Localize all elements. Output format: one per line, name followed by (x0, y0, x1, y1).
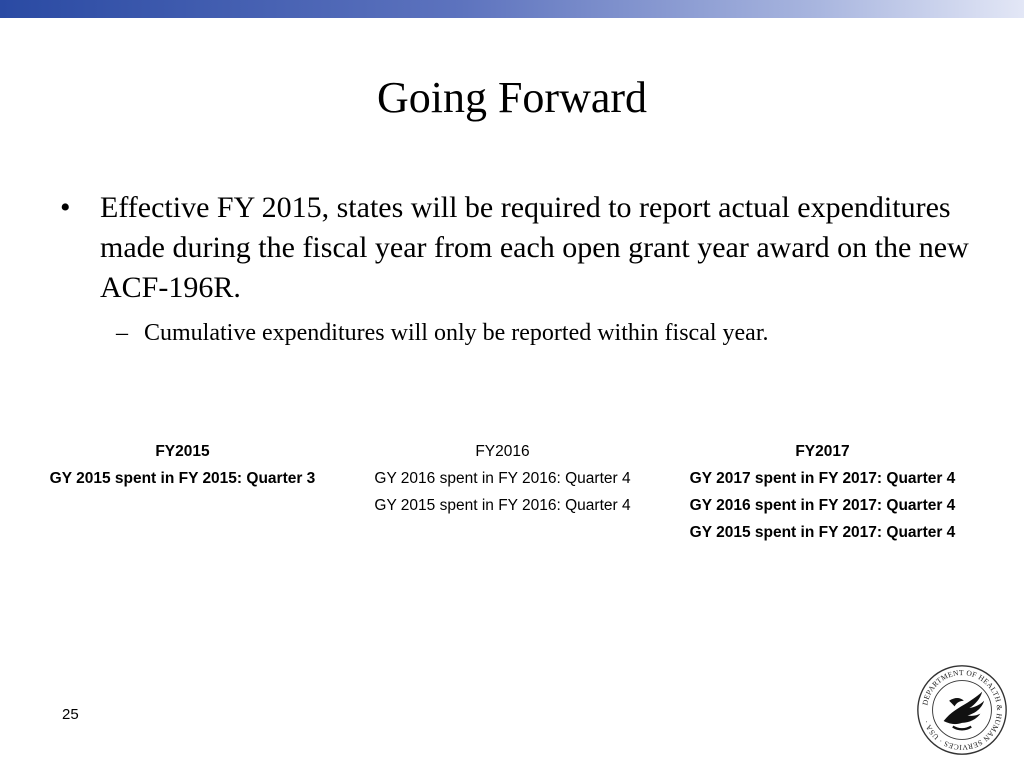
sub-bullet-text: Cumulative expenditures will only be reported within fiscal year. (144, 320, 769, 346)
column-row: GY 2016 spent in FY 2017: Quarter 4 (689, 497, 956, 514)
column-row: GY 2017 spent in FY 2017: Quarter 4 (689, 470, 956, 487)
bullet-text: Effective FY 2015, states will be required to report actual expenditures made during the fiscal year from each open grant year award on the new ACF-196R. (100, 191, 969, 304)
fy2017-column (670, 438, 975, 546)
column-row: GY 2016 spent in FY 2016: Quarter 4 (374, 470, 631, 487)
sub-bullet-mark: – (116, 320, 128, 346)
hhs-seal-icon (916, 664, 1008, 756)
column-header: FY2016 (475, 443, 530, 460)
column-row: GY 2015 spent in FY 2017: Quarter 4 (689, 524, 956, 541)
column-header: FY2015 (155, 443, 210, 460)
bullet-mark: • (60, 191, 71, 224)
fy2015-column (30, 438, 335, 492)
fy2016-column (350, 438, 655, 519)
svg-text:DEPARTMENT OF HEALTH & HUMAN S: DEPARTMENT OF HEALTH & HUMAN SERVICES · USA · (920, 668, 1005, 753)
slide-title: Going Forward (376, 73, 648, 122)
page-number: 25 (62, 706, 79, 723)
top-gradient-bar (0, 0, 1024, 18)
column-row: GY 2015 spent in FY 2016: Quarter 4 (374, 497, 631, 514)
column-row: GY 2015 spent in FY 2015: Quarter 3 (49, 470, 316, 487)
main-bullet (60, 188, 970, 308)
sub-bullet (116, 318, 976, 348)
column-header: FY2017 (795, 443, 850, 460)
